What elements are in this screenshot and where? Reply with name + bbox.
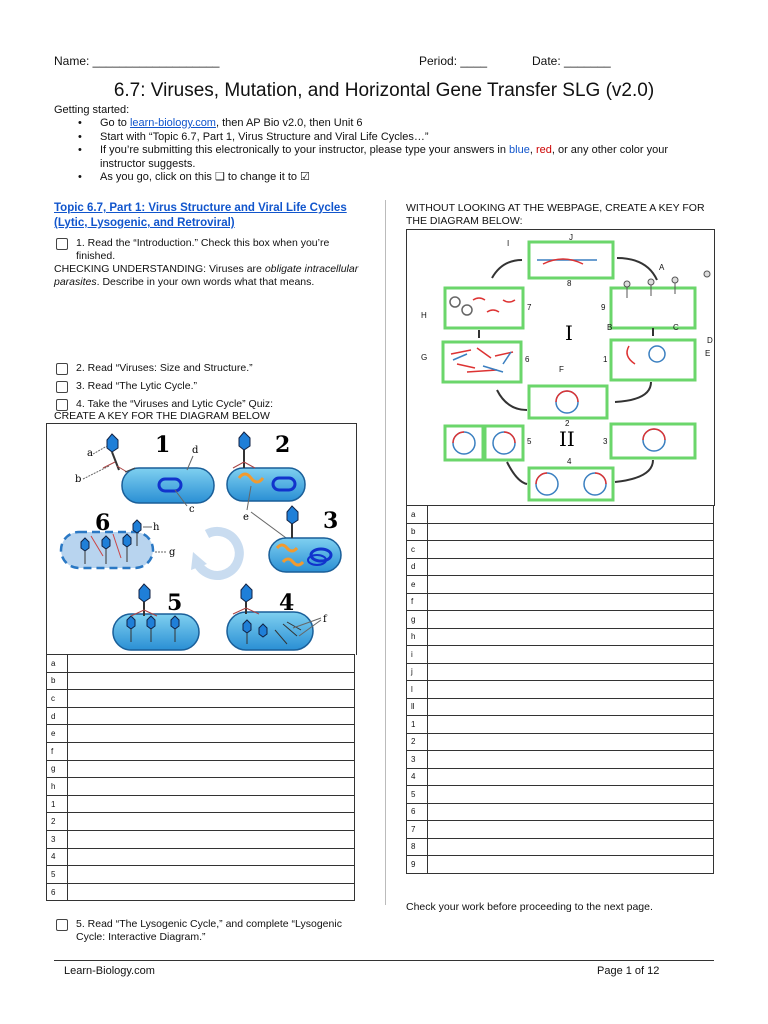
key-row-label: g [47, 760, 68, 778]
lysogenic-cycle-diagram [406, 229, 715, 506]
key-row-label: 2 [47, 813, 68, 831]
key-row-label: 7 [407, 821, 428, 839]
bullet-text: , [529, 144, 536, 156]
key-answer-cell[interactable] [68, 742, 355, 760]
cu-emphasis: obligate intracellular parasites [54, 263, 359, 288]
task-checkbox-5[interactable] [56, 919, 68, 931]
key-row-label: 3 [407, 751, 428, 769]
key-answer-cell[interactable] [428, 593, 714, 611]
key-answer-cell[interactable] [68, 672, 355, 690]
key-row-label: e [407, 576, 428, 594]
key-answer-cell[interactable] [428, 541, 714, 559]
cell-5b [485, 426, 523, 460]
table-row [407, 611, 714, 629]
table-row [407, 838, 714, 856]
cell-9 [611, 288, 695, 328]
table-row [47, 742, 355, 760]
key-answer-cell[interactable] [428, 751, 714, 769]
key-answer-cell[interactable] [68, 883, 355, 901]
stage-number-3: 3 [603, 437, 608, 446]
key-row-label: 5 [47, 866, 68, 884]
diagram-label-E: E [705, 349, 711, 358]
diagram-label-H: H [421, 311, 427, 320]
key-row-label: 4 [47, 848, 68, 866]
key-row-label: ll [407, 698, 428, 716]
key-answer-cell[interactable] [428, 576, 714, 594]
left-key-table [46, 654, 355, 901]
stage-number-3: 3 [323, 508, 339, 534]
table-row [407, 541, 714, 559]
right-key-table [406, 505, 714, 874]
bullet-text: Go to [100, 117, 130, 129]
stage-number-5: 5 [527, 437, 532, 446]
roman-numeral-I: I [565, 321, 573, 345]
table-row [47, 672, 355, 690]
checking-understanding [54, 263, 364, 289]
diagram-label-g: g [169, 547, 176, 558]
table-row [407, 663, 714, 681]
key-row-label: c [407, 541, 428, 559]
list-item [74, 131, 714, 145]
key-row-label: 8 [407, 838, 428, 856]
key-answer-cell[interactable] [428, 681, 714, 699]
stage-number-4: 4 [567, 457, 572, 466]
cycle-arrow-icon [197, 531, 239, 575]
list-item [74, 171, 714, 185]
key-row-label: i [407, 646, 428, 664]
key-answer-cell[interactable] [68, 655, 355, 673]
roman-numeral-II: II [559, 427, 575, 451]
getting-started-list [74, 117, 714, 185]
key-answer-cell[interactable] [428, 698, 714, 716]
diagram-label-I: I [507, 239, 510, 248]
key-row-label: e [47, 725, 68, 743]
cell-4 [529, 468, 613, 500]
key-row-label: 1 [47, 795, 68, 813]
key-row-label: h [47, 778, 68, 796]
stage-number-1: 1 [603, 355, 608, 364]
key-answer-cell[interactable] [428, 768, 714, 786]
table-row [407, 803, 714, 821]
table-row [407, 786, 714, 804]
table-row [407, 768, 714, 786]
stage-number-7: 7 [527, 303, 532, 312]
cell-7 [445, 288, 523, 328]
key-row-label: 4 [407, 768, 428, 786]
key-answer-cell[interactable] [428, 523, 714, 541]
diagram-label-J: J [569, 233, 573, 242]
key-row-label: 5 [407, 786, 428, 804]
key-row-label: 9 [407, 856, 428, 874]
table-row [407, 681, 714, 699]
stage-number-4: 4 [279, 590, 295, 616]
task-text: 1. Read the “Introduction.” Check this box when you’re finished. [76, 237, 330, 262]
key-row-label: f [407, 593, 428, 611]
key-row-label: h [407, 628, 428, 646]
diagram-label-f: f [323, 614, 327, 625]
diagram-label-D: D [707, 336, 713, 345]
stage-2-cell [227, 432, 305, 501]
bullet-text: Start with “Topic 6.7, Part 1, Virus Structure and Viral Life Cycles…” [100, 130, 429, 143]
key-answer-cell[interactable] [428, 733, 714, 751]
task-item-5 [56, 918, 356, 944]
bullet-text: to change it to [224, 171, 301, 183]
bullet-text: , then AP Bio v2.0, then Unit 6 [215, 117, 363, 129]
learn-biology-link[interactable]: learn-biology.com [129, 117, 216, 129]
footer-site: Learn-Biology.com [64, 965, 155, 977]
task-item-1 [56, 237, 366, 263]
diagram-label-a: a [87, 448, 93, 459]
table-row [407, 558, 714, 576]
task-item-3 [56, 380, 197, 393]
table-row [47, 866, 355, 884]
table-row [47, 778, 355, 796]
key-answer-cell[interactable] [68, 707, 355, 725]
key-answer-cell[interactable] [428, 838, 714, 856]
diagram-label-h: h [153, 522, 160, 533]
key-answer-cell[interactable] [68, 848, 355, 866]
stage-5-cell [113, 584, 199, 650]
key-answer-cell[interactable] [68, 778, 355, 796]
task-checkbox-2[interactable] [56, 363, 68, 375]
bullet-text: As you go, click on this [100, 171, 215, 183]
diagram-label-C: C [673, 323, 679, 332]
table-row [407, 523, 714, 541]
key-answer-cell[interactable] [68, 866, 355, 884]
blue-word: blue [509, 144, 530, 156]
table-row [407, 698, 714, 716]
key-heading-right: WITHOUT LOOKING AT THE WEBPAGE, CREATE A KEY FOR THE DIAGRAM BELOW: [406, 202, 705, 227]
task-checkbox-3[interactable] [56, 381, 68, 393]
stage-number-2: 2 [565, 419, 570, 428]
diagram-label-c: c [189, 504, 195, 515]
key-answer-cell[interactable] [428, 803, 714, 821]
key-answer-cell[interactable] [428, 506, 714, 524]
table-row [407, 751, 714, 769]
key-row-label: 3 [47, 830, 68, 848]
diagram-label-B: B [607, 323, 613, 332]
key-row-label: 2 [407, 733, 428, 751]
key-row-label: 6 [47, 883, 68, 901]
key-row-label: b [47, 672, 68, 690]
task-checkbox-1[interactable] [56, 238, 68, 250]
period-field-label: Period: ____ [419, 54, 488, 68]
cell-6 [443, 342, 521, 382]
key-answer-cell[interactable] [68, 813, 355, 831]
key-answer-cell[interactable] [428, 663, 714, 681]
getting-started-heading: Getting started: [54, 104, 130, 116]
table-row [47, 883, 355, 901]
lytic-cycle-diagram [46, 423, 357, 655]
cu-text: . Describe in your own words what that means. [96, 276, 315, 288]
key-row-label: j [407, 663, 428, 681]
key-answer-cell[interactable] [68, 725, 355, 743]
footer-rule [54, 960, 714, 961]
cell-1 [611, 340, 695, 380]
stage-number-8: 8 [567, 279, 572, 288]
lysogenic-cycle-svg [407, 230, 714, 506]
table-row [407, 628, 714, 646]
table-row [407, 821, 714, 839]
key-row-label: d [407, 558, 428, 576]
stage-number-1: 1 [155, 432, 171, 458]
page-number: Page 1 of 12 [597, 965, 660, 977]
key-heading-left: CREATE A KEY FOR THE DIAGRAM BELOW [54, 410, 270, 422]
table-row [47, 830, 355, 848]
key-row-label: 1 [407, 716, 428, 734]
stage-number-6: 6 [95, 510, 111, 536]
table-row [47, 760, 355, 778]
table-row [47, 655, 355, 673]
table-row [47, 707, 355, 725]
topic-heading-link[interactable]: Topic 6.7, Part 1: Virus Structure and Viral Life Cycles (Lytic, Lysogenic, and Retroviral) [54, 202, 347, 229]
key-answer-cell[interactable] [68, 690, 355, 708]
key-answer-cell[interactable] [428, 611, 714, 629]
date-field-label: Date: _______ [532, 54, 611, 68]
cell-5a [445, 426, 483, 460]
diagram-label-A: A [659, 263, 665, 272]
table-row [407, 576, 714, 594]
key-answer-cell[interactable] [68, 830, 355, 848]
table-row [47, 725, 355, 743]
table-row [47, 795, 355, 813]
table-row [407, 593, 714, 611]
key-answer-cell[interactable] [68, 760, 355, 778]
key-answer-cell[interactable] [428, 558, 714, 576]
stage-number-2: 2 [275, 432, 291, 458]
name-field-label: Name: ___________________ [54, 54, 220, 68]
red-word: red [535, 144, 552, 156]
diagram-label-d: d [192, 445, 199, 456]
key-row-label: f [47, 742, 68, 760]
table-row [407, 506, 714, 524]
table-row [407, 856, 714, 874]
diagram-label-b: b [75, 474, 82, 485]
key-answer-cell[interactable] [428, 856, 714, 874]
list-item [74, 144, 714, 171]
key-answer-cell[interactable] [428, 628, 714, 646]
key-answer-cell[interactable] [68, 795, 355, 813]
list-item [74, 117, 714, 131]
key-answer-cell[interactable] [428, 821, 714, 839]
key-answer-cell[interactable] [428, 646, 714, 664]
bullet-text: If you’re submitting this electronically to your instructor, please type your answers in [100, 144, 510, 156]
cu-text: CHECKING UNDERSTANDING: Viruses are [54, 263, 265, 275]
key-row-label: g [407, 611, 428, 629]
table-row [407, 646, 714, 664]
key-row-label: a [407, 506, 428, 524]
page-title: 6.7: Viruses, Mutation, and Horizontal Gene Transfer SLG (v2.0) [113, 80, 655, 101]
diagram-label-F: F [559, 365, 564, 374]
stage-number-6: 6 [525, 355, 530, 364]
diagram-label-G: G [421, 353, 428, 362]
task-text: 2. Read “Viruses: Size and Structure.” [76, 362, 253, 374]
table-row [47, 690, 355, 708]
bullet-text: , or any other color your instructor suggests. [100, 144, 669, 170]
table-row [47, 848, 355, 866]
key-row-label: l [407, 681, 428, 699]
key-row-label: b [407, 523, 428, 541]
table-row [407, 733, 714, 751]
task-item-2 [56, 362, 253, 375]
column-divider [385, 200, 386, 905]
checked-checkbox-icon: ☑ [300, 171, 310, 183]
key-row-label: c [47, 690, 68, 708]
stage-4-cell [227, 584, 313, 650]
key-answer-cell[interactable] [428, 786, 714, 804]
key-answer-cell[interactable] [428, 716, 714, 734]
task-text: 4. Take the “Viruses and Lytic Cycle” Quiz: [76, 398, 274, 410]
task-text: 3. Read “The Lytic Cycle.” [76, 380, 197, 392]
task-text: 5. Read “The Lysogenic Cycle,” and complete “Lysogenic Cycle: Interactive Diagram.” [76, 918, 342, 943]
stage-number-5: 5 [167, 590, 183, 616]
lytic-cycle-svg [47, 424, 356, 655]
table-row [407, 716, 714, 734]
empty-checkbox-icon: ❑ [214, 171, 225, 183]
check-note: Check your work before proceeding to the next page. [406, 901, 653, 913]
key-row-label: d [47, 707, 68, 725]
stage-number-9: 9 [601, 303, 606, 312]
table-row [47, 813, 355, 831]
diagram-label-e: e [243, 512, 249, 523]
key-row-label: 6 [407, 803, 428, 821]
key-row-label: a [47, 655, 68, 673]
